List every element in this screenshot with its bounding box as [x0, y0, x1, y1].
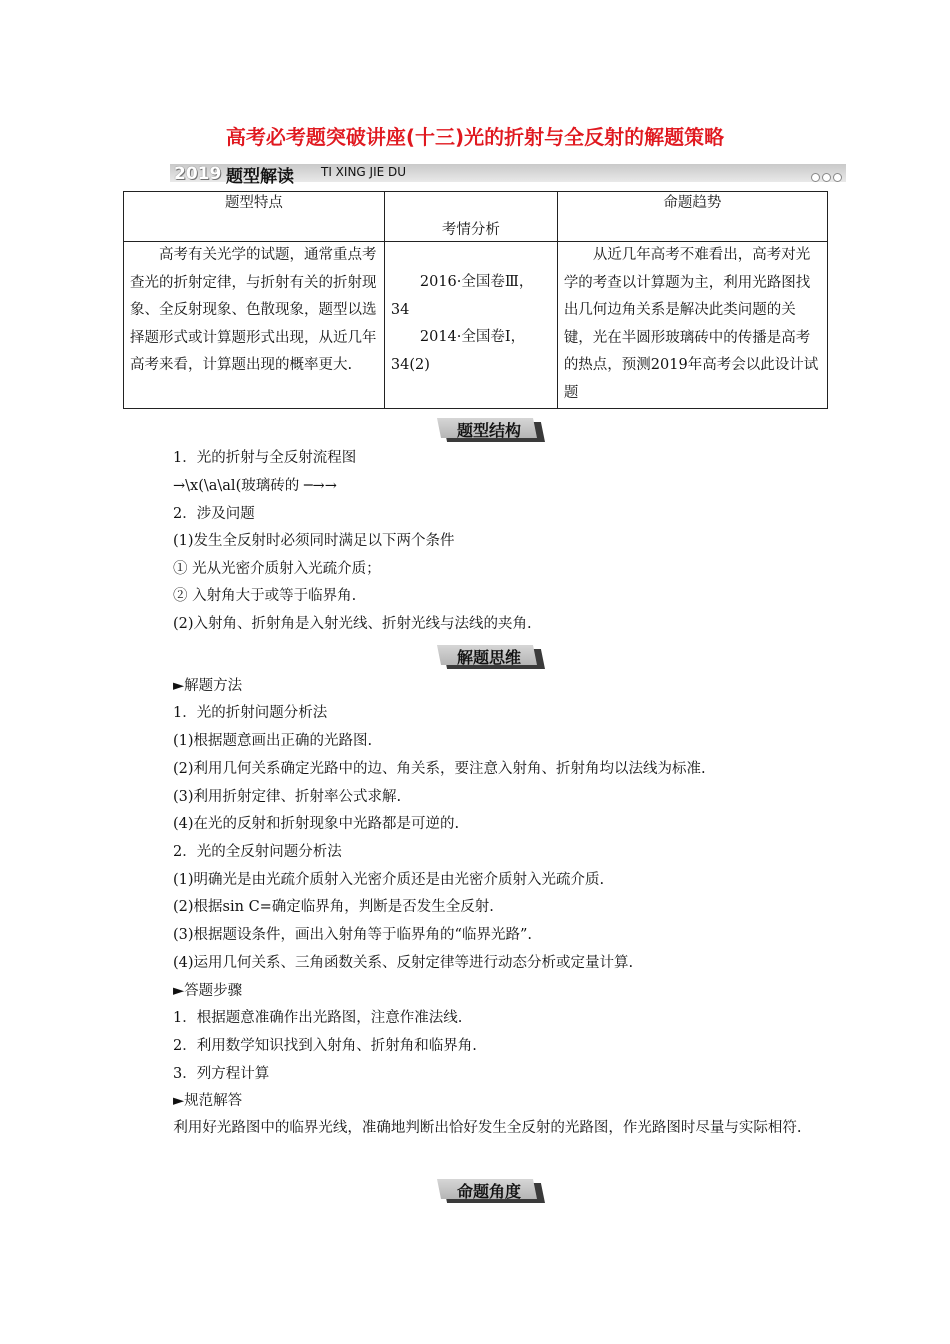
banner-pinyin: TI XING JIE DU	[321, 165, 407, 179]
text-line: ►规范解答	[173, 1093, 243, 1109]
text-line: (3)根据题设条件，画出入射角等于临界角的“临界光路”.	[173, 927, 532, 943]
section-header-thinking: 解题思维	[437, 645, 545, 667]
section-banner	[170, 162, 846, 187]
exam-ref: 2016·全国卷Ⅲ，34	[390, 274, 534, 318]
banner-heading: 题型解读	[226, 167, 294, 187]
text-line: (2)根据sin C=确定临界角，判断是否发生全反射.	[173, 899, 494, 915]
text-line: 1．光的折射问题分析法	[173, 705, 328, 721]
table-header: 题型特点	[124, 192, 385, 242]
text-line: →\x(\a\al(玻璃砖的 ─→→	[173, 478, 337, 494]
text-line: 1．根据题意准确作出光路图，注意作准法线.	[173, 1010, 463, 1026]
table-header: 命题趋势	[557, 192, 827, 242]
table-header: 考情分析	[384, 192, 557, 242]
text-line: (1)发生全反射时必须同时满足以下两个条件	[173, 533, 455, 549]
table-cell-features: 高考有关光学的试题，通常重点考查光的折射定律，与折射有关的折射现象、全反射现象、色散现象，题型以选择题形式或计算题形式出现，从近几年高考来看，计算题出现的概率更大.	[124, 242, 385, 409]
table-cell-analysis	[384, 242, 557, 409]
text-line: (3)利用折射定律、折射率公式求解.	[173, 789, 402, 805]
text-line: 2．利用数学知识找到入射角、折射角和临界角.	[173, 1038, 477, 1054]
section-header-angle: 命题角度	[437, 1179, 545, 1201]
text-line: 3．列方程计算	[173, 1066, 270, 1082]
text-line: 1．光的折射与全反射流程图	[173, 450, 357, 466]
text-line: 2．光的全反射问题分析法	[173, 844, 342, 860]
text-line: (4)运用几何关系、三角函数关系、反射定律等进行动态分析或定量计算.	[173, 955, 634, 971]
text-line: 2．涉及问题	[173, 506, 255, 522]
banner-dots-icon	[809, 167, 842, 186]
table-cell-trend: 从近几年高考不难看出，高考对光学的考查以计算题为主，利用光路图找出几何边角关系是解决此类问题的关键，光在半圆形玻璃砖中的传播是高考的热点，预测2019年高考会以此设计试题	[557, 242, 827, 409]
banner-year: 2019	[174, 164, 222, 184]
closing-paragraph: 利用好光路图中的临界光线，准确地判断出恰好发生全反射的光路图，作光路图时尽量与实际相符.	[173, 1120, 802, 1136]
text-line: (2)利用几何关系确定光路中的边、角关系，要注意入射角、折射角均以法线为标准.	[173, 761, 706, 777]
text-line: ① 光从光密介质射入光疏介质；	[173, 561, 381, 577]
text-line: ►解题方法	[173, 678, 243, 694]
text-line: (4)在光的反射和折射现象中光路都是可逆的.	[173, 816, 460, 832]
text-line: (1)明确光是由光疏介质射入光密介质还是由光密介质射入光疏介质.	[173, 872, 605, 888]
table-row	[124, 242, 828, 409]
text-line: ② 入射角大于或等于临界角.	[173, 588, 357, 604]
text-line: (2)入射角、折射角是入射光线、折射光线与法线的夹角.	[173, 616, 532, 632]
text-line: ►答题步骤	[173, 983, 243, 999]
exam-ref: 2014·全国卷Ⅰ，34(2)	[390, 329, 526, 373]
section-header-structure: 题型结构	[437, 418, 545, 440]
analysis-table	[123, 191, 828, 409]
page-title: 高考必考题突破讲座(十三)光的折射与全反射的解题策略	[225, 125, 725, 149]
text-line: (1)根据题意画出正确的光路图.	[173, 733, 373, 749]
table-header-row	[124, 192, 828, 242]
